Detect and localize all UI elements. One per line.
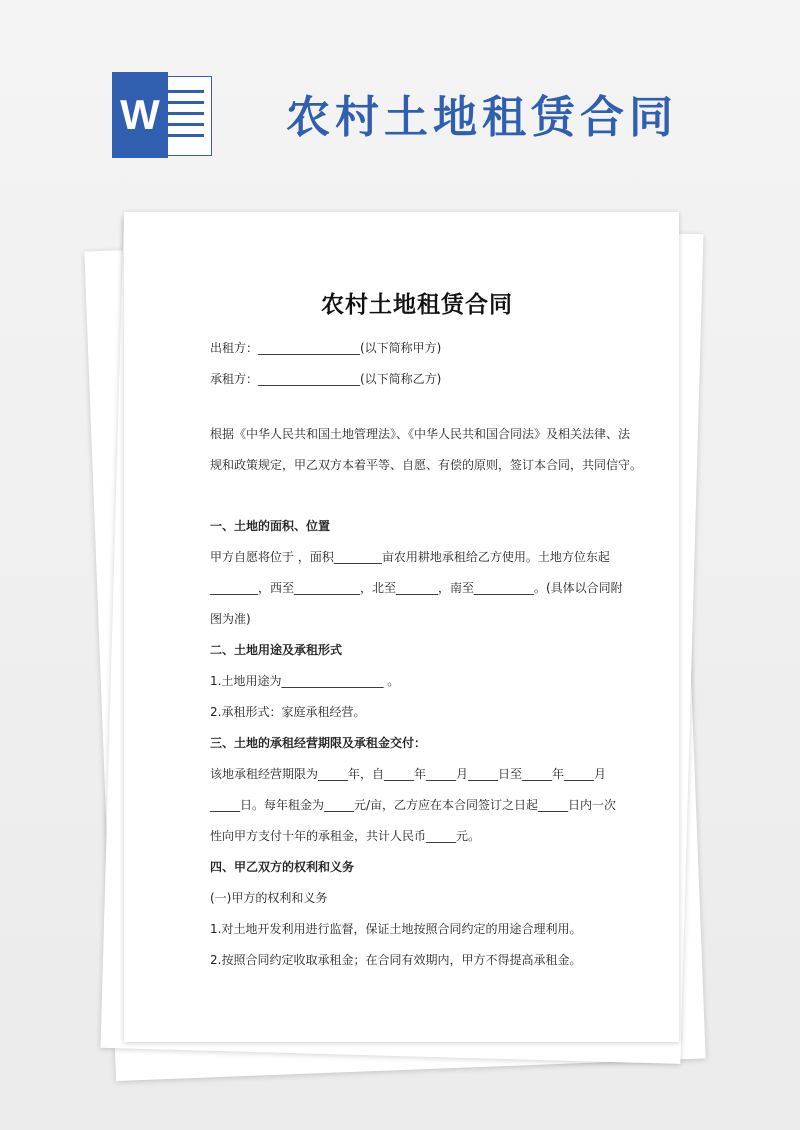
preamble-line: 规和政策规定，甲乙双方本着平等、自愿、有偿的原则，签订本合同，共同信守。 [210,458,643,472]
paragraph-line: ________，西至___________，北至_______，南至__________。(具体以合同附 [210,581,623,595]
document-page [124,212,679,1042]
banner-title: 农村土地租赁合同 [286,92,678,143]
paragraph-line: 2.承租形式：家庭承租经营。 [210,705,366,719]
paragraph-line: 该地承租经营期限为_____年，自_____年_____月_____日至_____年_____月 [210,767,607,781]
banner [0,0,800,200]
section-heading: 四、甲乙双方的权利和义务 [210,860,355,874]
word-icon [112,72,214,158]
preamble-line: 根据《中华人民共和国土地管理法》、《中华人民共和国合同法》及相关法律、法 [210,427,631,441]
paragraph-line: 图为准) [210,612,251,626]
paragraph-line: 性向甲方支付十年的承租金，共计人民币_____元。 [210,829,481,843]
paragraph-line: 2.按照合同约定收取承租金；在合同有效期内，甲方不得提高承租金。 [210,953,582,967]
lessee-line: 承租方：_________________(以下简称乙方) [210,372,442,386]
lessor-line: 出租方：_________________(以下简称甲方) [210,341,442,355]
word-icon-letter: W [112,72,168,158]
paragraph-line: 1.对土地开发利用进行监督，保证土地按照合同约定的用途合理利用。 [210,922,582,936]
paragraph-line: _____日。每年租金为_____元/亩，乙方应在本合同签订之日起_____日内一次 [210,798,617,812]
section-heading: 一、土地的面积、位置 [210,519,331,533]
document-content [210,286,643,976]
section-heading: 二、土地用途及承租形式 [210,643,343,657]
subsection-heading: (一)甲方的权利和义务 [210,891,328,905]
section-heading: 三、土地的承租经营期限及承租金交付： [210,736,427,750]
document-title: 农村土地租赁合同 [321,292,513,318]
paragraph-line: 甲方自愿将位于 ，面积________亩农用耕地承租给乙方使用。土地方位东起 [210,550,610,564]
paragraph-line: 1.土地用途为_________________ 。 [210,674,400,688]
